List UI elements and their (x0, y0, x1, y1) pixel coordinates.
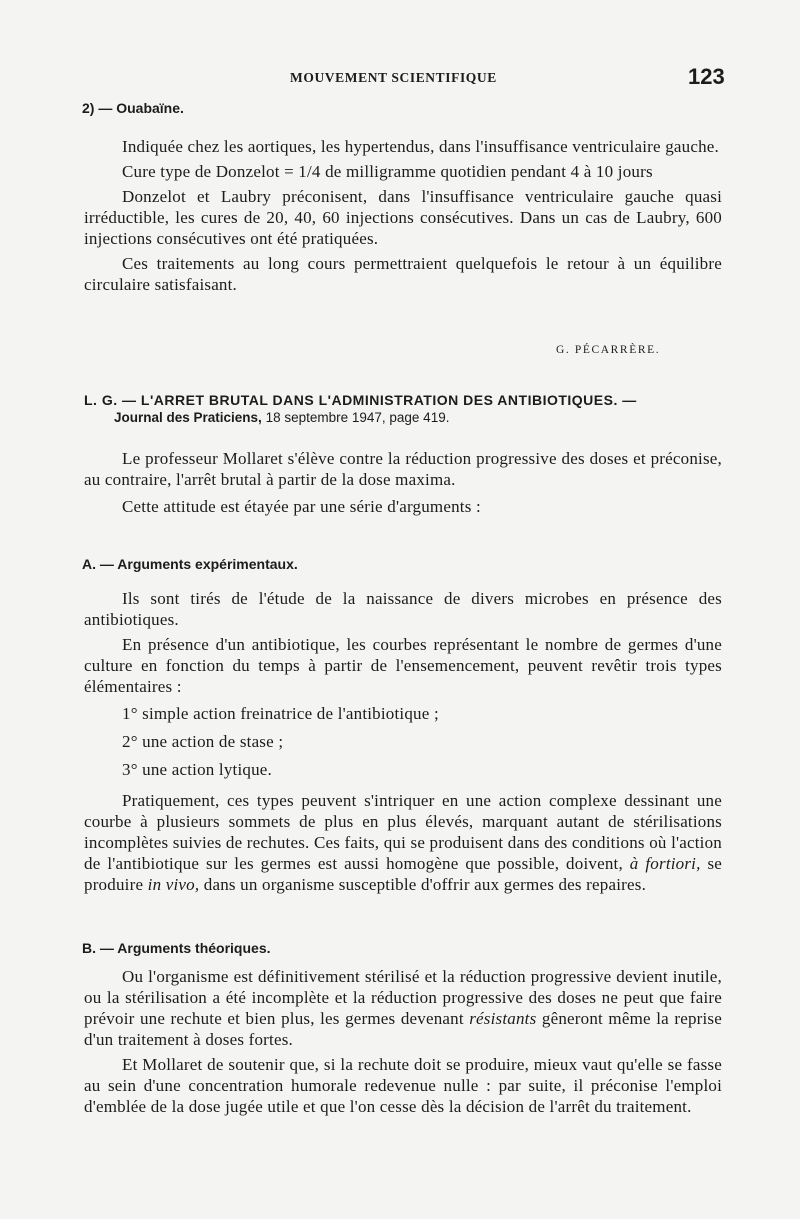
section-a-heading: A. — Arguments expérimentaux. (82, 556, 298, 572)
ouabaine-paragraph-1: Indiquée chez les aortiques, les hypertendus, dans l'insuffisance ventriculaire gauche. (122, 137, 719, 156)
ouabaine-paragraph-3: Donzelot et Laubry préconisent, dans l'insuffisance ventriculaire gauche quasi irréductible, les cures de 20, 40, 60 injections consécutives. Dans un cas de Laubry, 600 injections consécutives ont été pratiquées. (84, 187, 722, 248)
ouabaine-heading: 2) — Ouabaïne. (82, 100, 184, 116)
italic-run: résistants (469, 1009, 537, 1028)
author-signature: G. PÉCARRÈRE. (556, 344, 661, 356)
source-journal: Journal des Praticiens, (114, 410, 262, 425)
ouabaine-text (84, 136, 722, 295)
section-a-text (84, 588, 722, 697)
section-b-paragraph-2: Et Mollaret de soutenir que, si la rechute doit se produire, mieux vaut qu'elle se fasse au sein d'une concentration humorale redevenue nulle : par suite, il préconise l'emploi d'emblée de la dose jugée utile et que l'on cesse dès la décision de l'arrêt du traitement. (84, 1055, 722, 1116)
running-head: MOUVEMENT SCIENTIFIQUE (290, 70, 497, 85)
article-paragraph-2: Cette attitude est étayée par une série d'arguments : (122, 497, 481, 516)
list-item: 1° simple action freinatrice de l'antibiotique ; (122, 704, 439, 723)
section-a-paragraph-2: En présence d'un antibiotique, les courbes représentant le nombre de germes d'une culture en fonction du temps à partir de l'ensemencement, peuvent revêtir trois types élémentaires : (84, 635, 722, 696)
text-run: Ou l'organisme est définitivement stérilisé et la réduction progressive devient inutile, ou la stérilisation a été incomplète et la réduction progressive des doses ne peut que faire prévoir une rechute et bien plus, les germes devenant (84, 967, 722, 1028)
article-title: L. G. — L'ARRET BRUTAL DANS L'ADMINISTRATION DES ANTIBIOTIQUES. — (84, 392, 637, 408)
article-source (114, 410, 449, 425)
section-b-heading: B. — Arguments théoriques. (82, 940, 271, 956)
text-run: se produire (84, 854, 723, 894)
source-date: 18 septembre 1947, page 419. (261, 410, 450, 425)
article-paragraph-1: Le professeur Mollaret s'élève contre la réduction progressive des doses et préconise, au contraire, l'arrêt brutal à partir de la dose maxima. (84, 449, 722, 489)
list-item: 3° une action lytique. (122, 760, 272, 779)
section-a-paragraph-3 (84, 790, 722, 895)
ouabaine-paragraph-4: Ces traitements au long cours permettraient quelquefois le retour à un équilibre circulaire satisfaisant. (84, 254, 722, 294)
section-b-text (84, 966, 722, 1117)
text-run: Pratiquement, ces types peuvent s'intriquer en une action complexe dessinant une courbe à plusieurs sommets de plus en plus élevés, marquant autant de stérilisations incomplètes suivies de rechutes. Ces faits, qui se produisent dans des conditions où l'action de l'antibiotique sur les germes est aussi homogène que possible, doivent, (84, 791, 722, 873)
section-a-paragraph-1: Ils sont tirés de l'étude de la naissance de divers microbes en présence des antibiotiques. (84, 589, 722, 629)
text-run: gêneront même la reprise d'un traitement à doses fortes. (84, 1009, 722, 1049)
italic-run: in vivo, (147, 875, 200, 894)
italic-run: à fortiori, (629, 854, 701, 873)
section-b-paragraph-1 (84, 966, 722, 1050)
page-number: 123 (688, 64, 725, 89)
article-intro (84, 448, 722, 517)
ouabaine-paragraph-2: Cure type de Donzelot = 1/4 de milligramme quotidien pendant 4 à 10 jours (122, 162, 653, 181)
section-a-text-2 (84, 790, 722, 895)
list-item: 2° une action de stase ; (122, 732, 284, 751)
text-run: dans un organisme susceptible d'offrir aux germes des repaires. (199, 875, 647, 894)
